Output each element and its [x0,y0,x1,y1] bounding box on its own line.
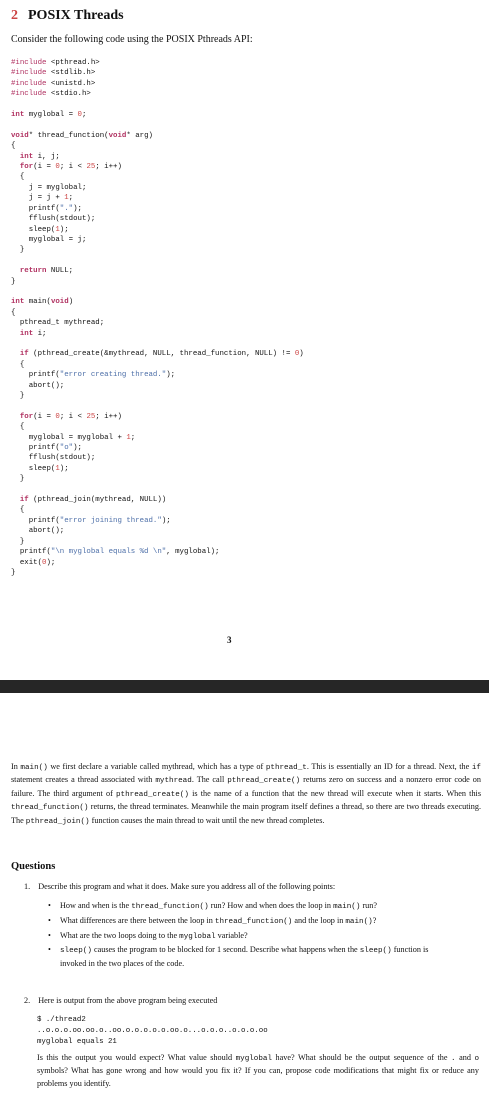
inline-code: . [451,1055,456,1063]
code-line: int i, j; [19,152,60,161]
code-line: abort(); [11,527,65,536]
text-run: What differences are there between the loop in [60,915,215,925]
inline-code: sleep() [359,947,392,956]
question-1-number: 1. [24,882,31,891]
code-line [11,287,304,297]
section-title: POSIX Threads [28,8,124,23]
code-line: printf("error joining thread."); [11,516,171,525]
question-2-text: Here is output from the above program being executed [38,996,218,1005]
explanation-paragraph [11,761,481,828]
text-run: variable? [215,930,248,940]
question-1-bullet [48,930,448,944]
code-line: #include <stdio.h> [11,90,91,99]
text-run: and [455,1053,475,1062]
text-run: statement creates a thread associated with [11,775,156,785]
text-run: returns, the thread terminates. Meanwhile the main program itself defines a thread, so there are two threads executing. The [11,802,481,825]
code-listing [11,58,304,578]
code-line: { [11,308,16,317]
code-line: } [11,246,25,255]
inline-code: main() [333,903,361,911]
code-line: } [11,475,25,484]
text-run: . The call [191,775,228,785]
code-line: abort(); [11,381,65,390]
text-run: and the loop in [292,915,346,925]
code-line [11,120,304,130]
code-line: return NULL; [19,267,74,276]
inline-code: main() [345,917,373,926]
inline-code: main() [20,764,48,772]
text-run: function causes the main thread to wait until the new thread completes. [89,815,325,825]
code-line: sleep(1); [11,464,69,473]
code-line [11,485,304,495]
terminal-line: ..o.o.o.oo.oo.o..oo.o.o.o.o.o.oo.o...o.o.o..o.o.o.oo [37,1027,268,1035]
page-divider [0,680,489,693]
text-run: returns zero on success and a nonzero error code on failure. The third argument of [11,775,481,798]
code-line: myglobal = myglobal + 1; [11,433,136,442]
inline-code: thread_function() [131,903,209,911]
terminal-line: myglobal equals 21 [37,1038,117,1046]
inline-code: myglobal [235,1055,273,1063]
code-line: j = myglobal; [11,183,87,192]
question-1-bullet [48,944,448,970]
code-line: int myglobal = 0; [11,111,87,120]
code-line: { [11,142,16,151]
code-line [11,100,304,110]
intro-text: Consider the following code using the POSIX Pthreads API: [11,34,253,45]
document-page-2 [0,693,489,1109]
code-line: printf("error creating thread."); [11,371,176,380]
text-run: have? What should be the output sequence of the [272,1053,452,1062]
text-run: function is invoked in the two places of the code. [60,945,429,969]
code-line: #include <stdlib.h> [11,69,96,78]
code-line: } [11,537,25,546]
text-run: In [11,762,21,771]
question-1-bullet [48,915,448,929]
code-line: } [11,392,25,400]
terminal-output [37,1015,268,1048]
inline-code: o [474,1055,479,1063]
text-run: Is this the output you would expect? What value should [37,1053,236,1062]
code-line: } [11,277,16,286]
code-line: fflush(stdout); [11,454,96,463]
code-line: sleep(1); [11,225,69,234]
text-run: causes the program to be blocked for 1 second. Describe what happens when the [91,945,360,955]
code-line: printf("."); [11,204,82,213]
code-line: { [11,506,25,515]
code-line: for(i = 0; i < 25; i++) [19,163,122,172]
code-line: int main(void) [11,298,74,307]
code-line: printf("\n myglobal equals %d \n", myglobal); [11,548,220,557]
code-line: { [11,173,25,182]
question-2-followup [37,1052,479,1090]
code-line: myglobal = j; [11,235,87,244]
text-run: symbols? What has gone wrong and how would you fix it? If you can, propose code modifications that might fix or reduce any problems you identify. [37,1066,479,1088]
text-run: What are the two loops doing to the [60,930,180,940]
text-run: ? [372,915,377,925]
inline-code: pthread_create() [227,777,301,786]
inline-code: pthread_create() [116,790,189,799]
terminal-line: $ ./thread2 [37,1016,86,1024]
text-run: we first declare a variable called mythread, which has a type of [47,762,266,771]
questions-heading: Questions [11,861,56,872]
question-2-number: 2. [24,996,31,1005]
code-line: #include <pthread.h> [11,59,100,67]
section-heading [11,8,124,24]
code-line: pthread_t mythread; [11,319,105,328]
question-1 [24,881,479,893]
code-line: j = j + 1; [11,194,74,203]
code-line: { [11,423,25,432]
code-line: fflush(stdout); [11,215,96,224]
inline-code: thread_function() [214,917,293,926]
code-line: #include <unistd.h> [11,79,96,88]
text-run: run? How and when does the loop in [208,901,334,910]
text-run: How and when is the [60,901,132,910]
section-number: 2 [11,8,18,23]
code-line: if (pthread_join(mythread, NULL)) [19,496,167,505]
code-line [11,401,304,411]
code-line: for(i = 0; i < 25; i++) [19,412,122,421]
code-line: void* thread_function(void* arg) [11,131,153,140]
code-line [11,256,304,266]
text-run: . This is essentially an ID for a thread. Next, the [306,762,472,771]
code-line: { [11,360,25,369]
inline-code: if [471,764,481,772]
code-line: printf("o"); [11,444,82,453]
question-1-bullet [48,900,448,914]
code-line: exit(0); [11,558,56,567]
page-number: 3 [227,635,232,645]
code-line: if (pthread_create(&mythread, NULL, thread_function, NULL) != 0) [19,350,304,359]
question-2 [24,995,479,1007]
inline-code: pthread_t [265,764,307,772]
text-run: is the name of a function that the new thread will execute when it starts. When this [188,788,482,798]
inline-code: thread_function() [11,804,89,813]
question-1-bullet-list [48,900,448,971]
code-line [11,339,304,349]
inline-code: myglobal [179,932,216,941]
inline-code: sleep() [60,947,92,956]
question-1-text: Describe this program and what it does. Make sure you address all of the following points: [38,882,336,891]
text-run: run? [360,901,378,910]
code-line: int i; [19,329,47,338]
inline-code: mythread [155,777,192,786]
inline-code: pthread_join() [25,817,90,826]
code-line: } [11,568,16,577]
